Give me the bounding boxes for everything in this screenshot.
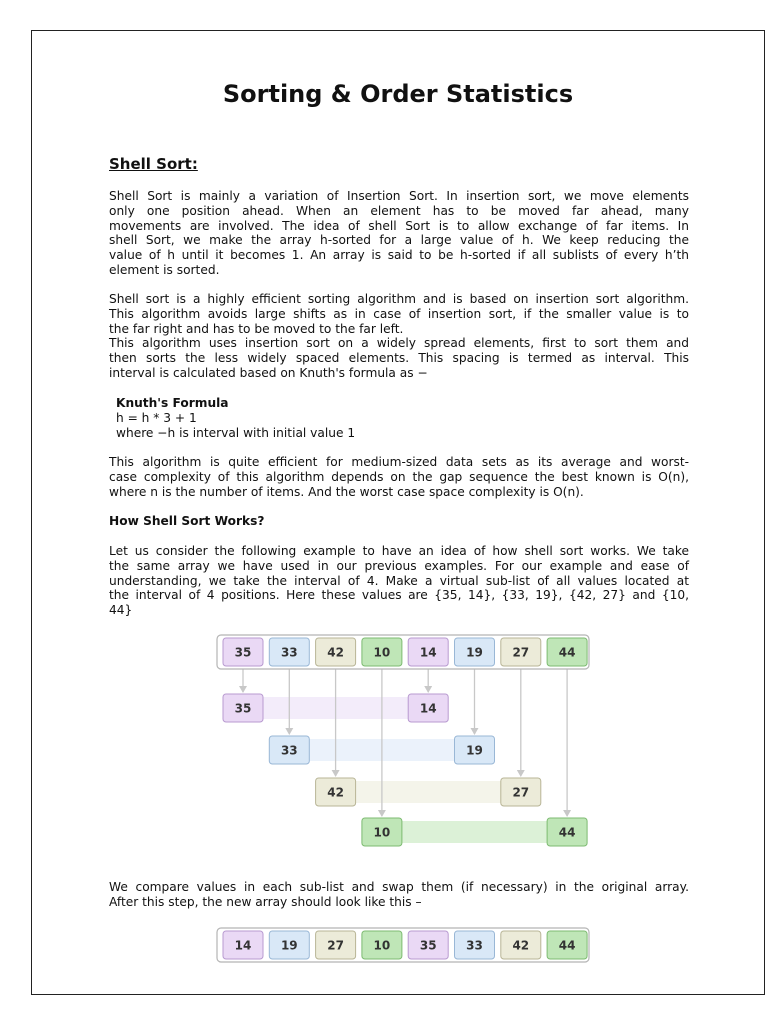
original-array-cell	[316, 638, 356, 666]
text-line: After this step, the new array should look like this –	[109, 894, 422, 909]
paragraph-intro	[109, 189, 689, 278]
original-array-cell	[455, 638, 495, 666]
array-cell-value: 14	[419, 701, 437, 716]
original-array-cell	[362, 638, 402, 666]
paragraph-complexity	[109, 455, 689, 499]
shell-sort-sublist-diagram	[216, 633, 592, 853]
section-heading-shell-sort: Shell Sort:	[109, 155, 198, 173]
sublist-cell	[269, 736, 309, 764]
text-line: 44}	[109, 603, 133, 618]
sublist-cell	[408, 694, 448, 722]
sublist-band	[356, 781, 501, 803]
paragraph-compare	[109, 880, 689, 910]
text-line: movements are involved. The idea of shell Sort is to allow exchange of far items. In	[109, 218, 689, 233]
original-array-cell	[501, 638, 541, 666]
text-line: the interval of 4 positions. Here these values are {35, 14}, {33, 19}, {42, 27} and {10,	[109, 588, 689, 603]
array-cell-value: 35	[234, 645, 252, 660]
text-line: This algorithm avoids large shifts as in case of insertion sort, if the smaller value is to	[109, 306, 689, 321]
original-array-cell	[408, 638, 448, 666]
result-array-cell	[316, 931, 356, 959]
array-cell-value: 44	[558, 938, 576, 953]
formula-line: h = h * 3 + 1	[116, 410, 197, 425]
array-cell-value: 19	[466, 743, 483, 758]
text-line: the far right and has to be moved to the far left.	[109, 321, 404, 336]
text-line: Shell Sort is mainly a variation of Insertion Sort. In insertion sort, we move elements	[109, 189, 689, 203]
sublist-cell	[316, 778, 356, 806]
text-line: element is sorted.	[109, 262, 220, 277]
array-cell-value: 14	[234, 938, 252, 953]
original-array-cell	[223, 638, 263, 666]
array-cell-value: 19	[466, 645, 483, 660]
array-cell-value: 14	[419, 645, 437, 660]
array-cell-value: 33	[280, 645, 298, 660]
original-array-cell	[547, 638, 587, 666]
formula-line: where −h is interval with initial value 1	[116, 425, 356, 440]
formula-name: Knuth's Formula	[116, 396, 229, 410]
text-line: value of h until it becomes 1. An array is said to be h-sorted if all sublists of every h’th	[109, 248, 689, 263]
array-cell-value: 33	[280, 743, 298, 758]
sublist-cell	[547, 818, 587, 846]
sublist-cell	[455, 736, 495, 764]
sublist-band	[402, 821, 547, 843]
result-array-cell	[223, 931, 263, 959]
result-array-cell	[269, 931, 309, 959]
array-cell-value: 42	[327, 645, 344, 660]
paragraph-example	[109, 544, 689, 618]
array-cell-value: 27	[512, 785, 530, 800]
array-cell-value: 44	[558, 825, 576, 840]
text-line: This algorithm uses insertion sort on a widely spread elements, first to sort them and	[109, 336, 689, 351]
array-cell-value: 33	[466, 938, 483, 953]
sublist-cell	[501, 778, 541, 806]
result-array-cell	[501, 931, 541, 959]
array-cell-value: 42	[327, 785, 344, 800]
result-array-cell	[547, 931, 587, 959]
array-cell-value: 27	[512, 645, 530, 660]
array-cell-value: 35	[419, 938, 437, 953]
page-title: Sorting & Order Statistics	[222, 80, 574, 108]
array-cell-value: 10	[373, 825, 391, 840]
sublist-cell	[223, 694, 263, 722]
result-array-cell	[362, 931, 402, 959]
text-line: interval is calculated based on Knuth's formula as −	[109, 365, 428, 380]
array-cell-value: 10	[373, 938, 391, 953]
sublist-cell	[362, 818, 402, 846]
text-line: case complexity of this algorithm depends on the gap sequence the best known is O(n),	[109, 469, 689, 484]
text-line: shell Sort, we make the array h-sorted for a large value of h. We keep reducing the	[109, 233, 689, 248]
array-cell-value: 10	[373, 645, 391, 660]
text-line: where n is the number of items. And the worst case space complexity is O(n).	[109, 484, 584, 499]
shell-sort-result-array	[216, 926, 592, 966]
array-cell-value: 19	[280, 938, 298, 953]
array-cell-value: 27	[327, 938, 344, 953]
text-line: only one position ahead. When an element has to be moved far ahead, many	[109, 203, 689, 218]
paragraph-efficiency	[109, 292, 689, 381]
array-cell-value: 35	[234, 701, 252, 716]
array-cell-value: 44	[558, 645, 576, 660]
result-array-cell	[408, 931, 448, 959]
text-line: We compare values in each sub-list and swap them (if necessary) in the original array.	[109, 880, 689, 894]
subheading-how-it-works: How Shell Sort Works?	[109, 514, 265, 528]
text-line: Shell sort is a highly efficient sorting algorithm and is based on insertion sort algorithm.	[109, 292, 689, 306]
text-line: then sorts the less widely spaced elements. This spacing is termed as interval. This	[109, 351, 689, 366]
text-line: understanding, we take the interval of 4. Make a virtual sub-list of all values located at	[109, 573, 689, 588]
array-cell-value: 42	[512, 938, 530, 953]
text-line: the same array we have used in our previous examples. For our example and ease of	[109, 558, 689, 573]
result-array-cell	[455, 931, 495, 959]
text-line: This algorithm is quite efficient for medium-sized data sets as its average and worst-	[109, 455, 689, 469]
original-array-cell	[269, 638, 309, 666]
text-line: Let us consider the following example to have an idea of how shell sort works. We take	[109, 544, 689, 558]
knuth-formula-block	[116, 396, 355, 440]
